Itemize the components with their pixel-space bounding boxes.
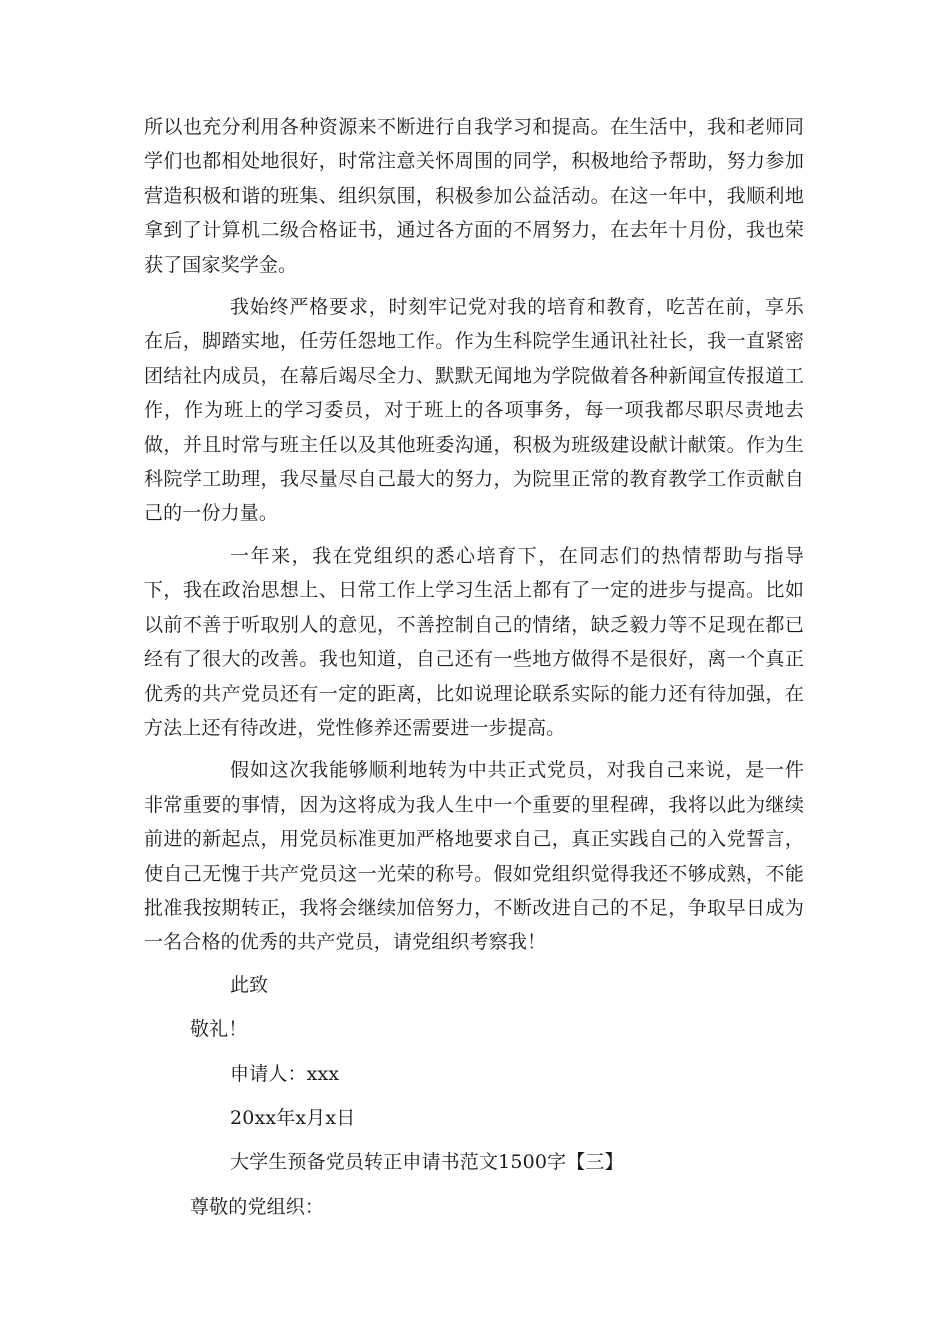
paragraph-2: 我始终严格要求，时刻牢记党对我的培育和教育，吃苦在前，享乐在后，脚踏实地，任劳任怨地工作。作为生科院学生通讯社社长，我一直紧密团结社内成员，在幕后竭尽全力、默默无闻地为学院做着各种新闻宣传报道工作，作为班上的学习委员，对于班上的各项事务，每一项我都尽职尽责地去做，并且时常与班主任以及其他班委沟通，积极为班级建设献计献策。作为生科院学工助理，我尽量尽自己最大的努力，为院里正常的教育教学工作贡献自己的一份力量。 [144, 296, 804, 525]
paragraph-4: 假如这次我能够顺利地转为中共正式党员，对我自己来说，是一件非常重要的事情，因为这将成为我人生中一个重要的里程碑，我将以此为继续前进的新起点，用党员标准更加严格地要求自己，真正实践自己的入党誓言，使自己无愧于共产党员这一光荣的称号。假如党组织觉得我还不够成熟，不能批准我按期转正，我将会继续加倍努力，不断改进自己的不足，争取早日成为一名合格的优秀的共产党员，请党组织考察我！ [144, 759, 804, 954]
paragraph-1: 所以也充分利用各种资源来不断进行自我学习和提高。在生活中，我和老师同学们也都相处地很好，时常注意关怀周围的同学，积极地给予帮助，努力参加营造积极和谐的班集、组织氛围，积极参加公益活动。在这一年中，我顺利地拿到了计算机二级合格证书，通过各方面的不屑努力，在去年十月份，我也荣获了国家奖学金。 [144, 116, 804, 276]
closing-zhici: 此致 [230, 973, 269, 996]
salutation: 尊敬的党组织： [190, 1195, 325, 1218]
section-title: 大学生预备党员转正申请书范文1500字【三】 [230, 1151, 624, 1174]
closing-jingli: 敬礼！ [190, 1018, 248, 1041]
paragraph-3: 一年来，我在党组织的悉心培育下，在同志们的热情帮助与指导下，我在政治思想上、日常工作上学习生活上都有了一定的进步与提高。比如以前不善于听取别人的意见，不善控制自己的情绪，缺乏毅力等不足现在都已经有了很大的改善。我也知道，自己还有一些地方做得不是很好，离一个真正优秀的共产党员还有一定的距离，比如说理论联系实际的能力还有待加强，在方法上还有待改进，党性修养还需要进一步提高。 [144, 544, 804, 739]
date-line: 20xx年x月x日 [230, 1106, 356, 1129]
applicant-line: 申请人：xxx [230, 1062, 340, 1085]
document-body [144, 110, 804, 1234]
